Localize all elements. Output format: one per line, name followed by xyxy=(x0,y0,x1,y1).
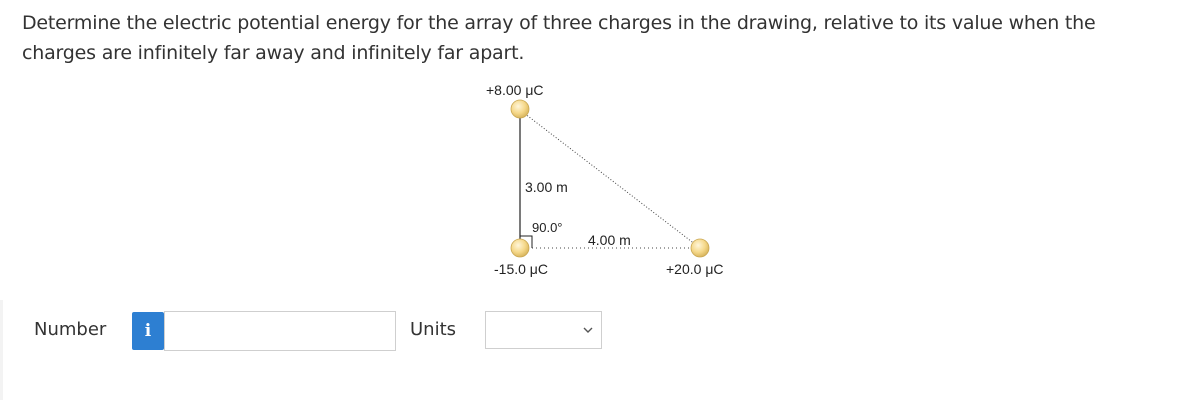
info-icon[interactable]: i xyxy=(132,312,164,350)
chevron-down-icon xyxy=(583,325,593,335)
charge-bottom-right-label: +20.0 μC xyxy=(666,261,724,277)
charge-triangle-figure xyxy=(470,70,770,290)
charge-bottom-right xyxy=(691,239,709,257)
angle-label: 90.0° xyxy=(532,220,563,235)
charge-top-label: +8.00 μC xyxy=(486,82,544,98)
charge-top xyxy=(511,100,529,118)
answer-left-border xyxy=(0,300,3,400)
triangle-diagram xyxy=(470,70,770,290)
charge-bottom-left xyxy=(511,239,529,257)
units-select[interactable] xyxy=(485,311,602,349)
units-label: Units xyxy=(410,319,457,340)
side-vertical-label: 3.00 m xyxy=(525,179,568,195)
question-text: Determine the electric potential energy for the array of three charges in the drawing, relative to its value when the charges are infinitely far away and infinitely far apart. xyxy=(22,12,1096,64)
number-input[interactable] xyxy=(164,311,396,351)
number-label: Number xyxy=(34,319,107,340)
charge-bottom-left-label: -15.0 μC xyxy=(494,261,548,277)
side-horizontal-label: 4.00 m xyxy=(588,232,631,248)
